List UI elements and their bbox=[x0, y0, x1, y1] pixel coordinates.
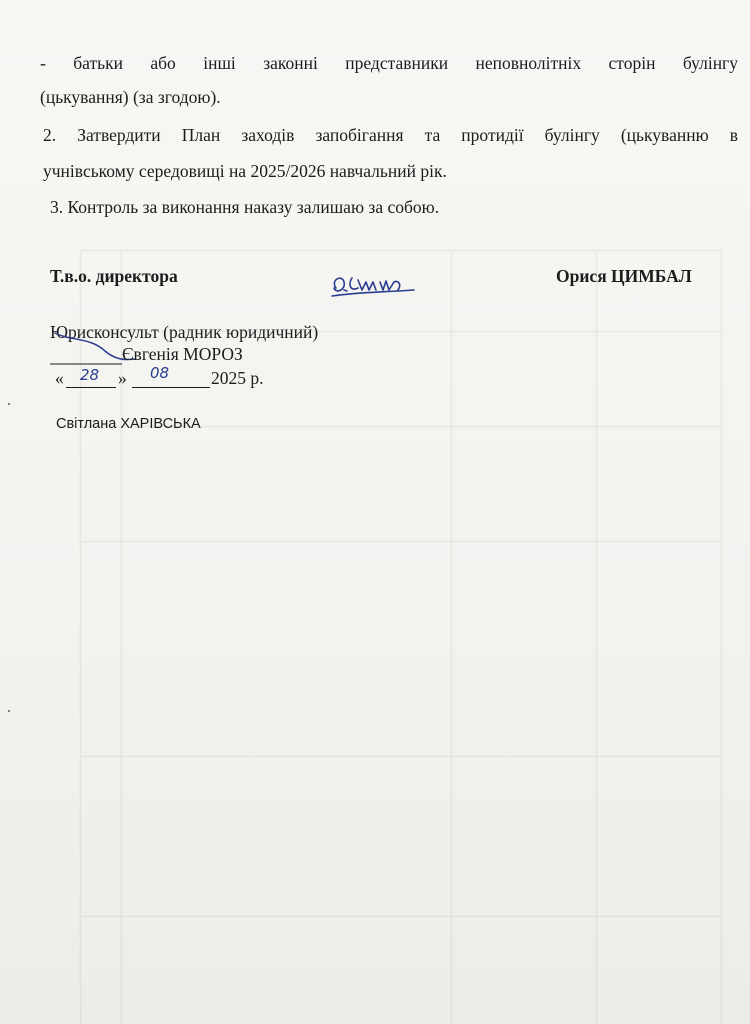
parents-line-1: - батьки або інші законні представники неповнолітніх сторін булінгу bbox=[40, 53, 738, 73]
date-year: 2025 р. bbox=[211, 368, 264, 388]
paper-speck bbox=[8, 710, 10, 712]
ghost-table bbox=[80, 250, 722, 1024]
date-close-quote: » bbox=[118, 368, 127, 388]
director-name: Орися ЦИМБАЛ bbox=[556, 266, 692, 286]
item-3: 3. Контроль за виконання наказу залишаю за собою. bbox=[50, 197, 440, 217]
day-underline bbox=[66, 387, 116, 388]
approval-role: Юрисконсульт (радник юридичний) bbox=[50, 322, 319, 342]
position-label: Т.в.о. директора bbox=[50, 266, 178, 286]
paper-speck bbox=[8, 403, 10, 405]
date-month-handwritten: 08 bbox=[150, 364, 170, 382]
director-signature bbox=[328, 270, 418, 300]
date-open-quote: « bbox=[55, 368, 64, 388]
month-underline bbox=[132, 387, 210, 388]
item-2-line-2: учнівському середовищі на 2025/2026 навчальний рік. bbox=[43, 161, 447, 181]
item-2-line-1: 2. Затвердити План заходів запобігання та протидії булінгу (цькуванню в bbox=[43, 125, 738, 145]
date-day-handwritten: 28 bbox=[80, 366, 100, 384]
executor-name: Світлана ХАРІВСЬКА bbox=[56, 416, 201, 432]
parents-line-2: (цькування) (за згодою). bbox=[40, 87, 221, 107]
approval-name: Євгенія МОРОЗ bbox=[122, 344, 243, 364]
